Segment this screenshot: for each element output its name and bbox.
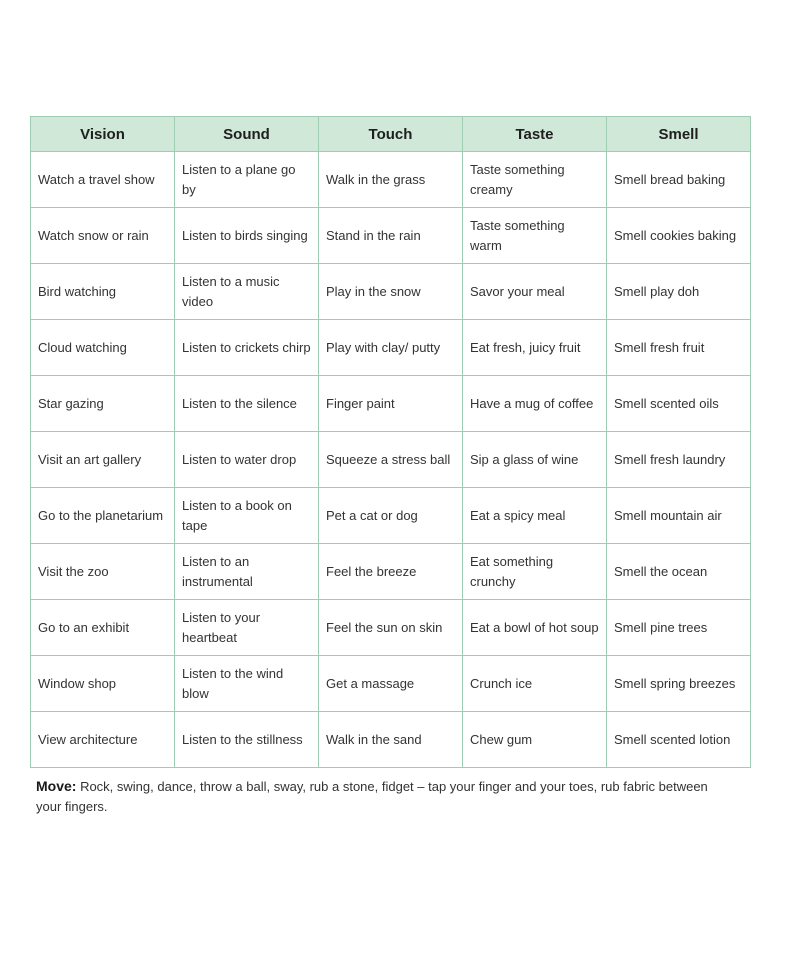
cell-touch: Pet a cat or dog <box>319 488 463 544</box>
cell-touch: Stand in the rain <box>319 208 463 264</box>
cell-sound: Listen to water drop <box>175 432 319 488</box>
cell-vision: Watch snow or rain <box>31 208 175 264</box>
table-row <box>31 544 751 600</box>
cell-touch: Finger paint <box>319 376 463 432</box>
cell-vision: Go to the planetarium <box>31 488 175 544</box>
cell-taste: Taste something creamy <box>463 152 607 208</box>
header-vision: Vision <box>31 117 175 152</box>
cell-sound: Listen to the silence <box>175 376 319 432</box>
cell-touch: Walk in the sand <box>319 712 463 768</box>
senses-table <box>30 116 751 768</box>
cell-taste: Eat something crunchy <box>463 544 607 600</box>
cell-vision: Bird watching <box>31 264 175 320</box>
move-text: Rock, swing, dance, throw a ball, sway, rub a stone, fidget – tap your finger and your toes, rub fabric between your fingers. <box>36 779 708 814</box>
cell-sound: Listen to a book on tape <box>175 488 319 544</box>
cell-smell: Smell bread baking <box>607 152 751 208</box>
table-row <box>31 208 751 264</box>
cell-taste: Savor your meal <box>463 264 607 320</box>
table-row <box>31 264 751 320</box>
move-label: Move: <box>36 778 77 794</box>
cell-smell: Smell spring breezes <box>607 656 751 712</box>
cell-smell: Smell the ocean <box>607 544 751 600</box>
cell-touch: Walk in the grass <box>319 152 463 208</box>
cell-smell: Smell play doh <box>607 264 751 320</box>
cell-smell: Smell fresh fruit <box>607 320 751 376</box>
cell-sound: Listen to the stillness <box>175 712 319 768</box>
cell-taste: Taste something warm <box>463 208 607 264</box>
cell-taste: Chew gum <box>463 712 607 768</box>
cell-smell: Smell pine trees <box>607 600 751 656</box>
table-row <box>31 600 751 656</box>
cell-taste: Crunch ice <box>463 656 607 712</box>
table-row <box>31 432 751 488</box>
cell-taste: Have a mug of coffee <box>463 376 607 432</box>
cell-vision: Visit an art gallery <box>31 432 175 488</box>
cell-sound: Listen to your heartbeat <box>175 600 319 656</box>
cell-smell: Smell scented oils <box>607 376 751 432</box>
cell-smell: Smell fresh laundry <box>607 432 751 488</box>
cell-vision: View architecture <box>31 712 175 768</box>
header-taste: Taste <box>463 117 607 152</box>
cell-vision: Window shop <box>31 656 175 712</box>
cell-touch: Play with clay/ putty <box>319 320 463 376</box>
cell-vision: Cloud watching <box>31 320 175 376</box>
cell-taste: Eat fresh, juicy fruit <box>463 320 607 376</box>
move-note <box>30 776 750 817</box>
table-row <box>31 712 751 768</box>
cell-smell: Smell scented lotion <box>607 712 751 768</box>
table-row <box>31 488 751 544</box>
table-row <box>31 376 751 432</box>
cell-sound: Listen to crickets chirp <box>175 320 319 376</box>
table-row <box>31 656 751 712</box>
cell-sound: Listen to an instrumental <box>175 544 319 600</box>
cell-sound: Listen to a plane go by <box>175 152 319 208</box>
cell-vision: Star gazing <box>31 376 175 432</box>
cell-taste: Eat a spicy meal <box>463 488 607 544</box>
table-row <box>31 320 751 376</box>
header-row <box>31 117 751 152</box>
table-row <box>31 152 751 208</box>
cell-smell: Smell cookies baking <box>607 208 751 264</box>
cell-sound: Listen to the wind blow <box>175 656 319 712</box>
cell-touch: Play in the snow <box>319 264 463 320</box>
cell-touch: Squeeze a stress ball <box>319 432 463 488</box>
cell-vision: Go to an exhibit <box>31 600 175 656</box>
header-sound: Sound <box>175 117 319 152</box>
header-touch: Touch <box>319 117 463 152</box>
cell-touch: Feel the breeze <box>319 544 463 600</box>
senses-worksheet <box>30 116 750 830</box>
header-smell: Smell <box>607 117 751 152</box>
cell-smell: Smell mountain air <box>607 488 751 544</box>
cell-taste: Sip a glass of wine <box>463 432 607 488</box>
cell-taste: Eat a bowl of hot soup <box>463 600 607 656</box>
cell-vision: Watch a travel show <box>31 152 175 208</box>
cell-touch: Feel the sun on skin <box>319 600 463 656</box>
cell-vision: Visit the zoo <box>31 544 175 600</box>
cell-touch: Get a massage <box>319 656 463 712</box>
cell-sound: Listen to birds singing <box>175 208 319 264</box>
cell-sound: Listen to a music video <box>175 264 319 320</box>
